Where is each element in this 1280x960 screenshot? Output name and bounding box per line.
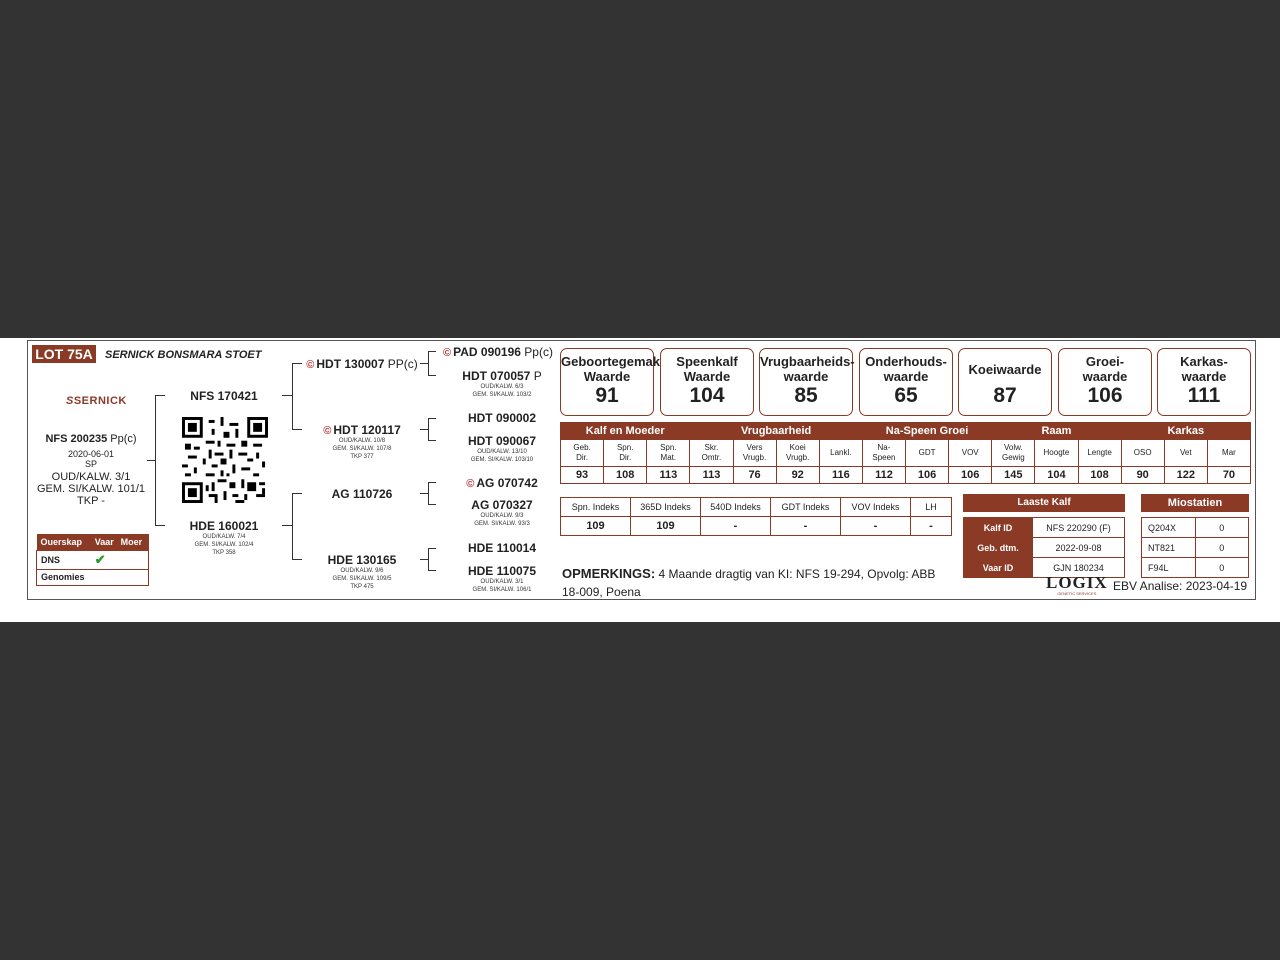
dsd-oud: OUD/KALW. 9/3 [480, 513, 524, 519]
ss-suffix: PP(c) [387, 357, 418, 371]
dds-id: HDE 110014 [467, 541, 537, 555]
ebv-value: 122 [1164, 467, 1207, 484]
ebv-value: 145 [992, 467, 1035, 484]
logix-logo: LOGIX GENETIC SERVICES [1046, 573, 1108, 596]
group-kalf-moeder: Kalf en Moeder [561, 423, 690, 440]
ss-id: HDT 130007 [316, 357, 385, 371]
ebv-date: EBV Analise: 2023-04-19 [1113, 579, 1248, 593]
card-frame [27, 340, 1256, 600]
dam-oud: OUD/KALW. 7/4 [202, 534, 246, 540]
ebv-value: 113 [647, 467, 690, 484]
last-calf-label: Vaar ID [964, 558, 1033, 578]
index-header: LH [911, 498, 952, 517]
sd-oud: OUD/KALW. 10/8 [338, 438, 386, 444]
remarks [562, 565, 942, 601]
ddd-id: HDE 110075 [467, 564, 537, 578]
dam-block [165, 519, 283, 557]
ebv-col-header: Volw. Gewig [992, 440, 1035, 467]
ebv-value: 108 [604, 467, 647, 484]
remarks-text: 4 Maande dragtig van KI: NFS 19-294, Opvolg: ABB 18-009, Poena [562, 567, 936, 599]
qr-code-icon [182, 417, 268, 503]
index-header: VOV Indeks [841, 498, 911, 517]
ebv-table [560, 422, 1251, 484]
ebv-col-header: Spn. Mat. [647, 440, 690, 467]
ebv-col-header: VOV [949, 440, 992, 467]
ddd-oud: OUD/KALW. 3/1 [480, 579, 524, 585]
ebv-col-header: GDT [906, 440, 949, 467]
ebv-value: 76 [733, 467, 776, 484]
sdd-gem: GEM. SI/KALW. 103/10 [470, 457, 534, 463]
sd-gem: GEM. SI/KALW. 107/8 [332, 446, 392, 452]
last-calf-label: Kalf ID [964, 518, 1033, 538]
ebv-col-header: Vet [1164, 440, 1207, 467]
ebv-value: 90 [1121, 467, 1164, 484]
index-value: 109 [561, 517, 631, 536]
brand-swoosh-icon: S [66, 395, 74, 407]
last-calf-table [963, 517, 1125, 578]
value-number: 87 [993, 384, 1017, 407]
value-box-groei: Groei- waarde 106 [1058, 348, 1152, 416]
sdd-id: HDT 090067 [467, 434, 537, 448]
animal-gem: GEM. SI/KALW. 101/1 [36, 483, 145, 495]
dss-block [438, 476, 566, 490]
sd-block [303, 423, 421, 461]
index-value: - [701, 517, 771, 536]
index-header: 365D Indeks [631, 498, 701, 517]
value-box-onderhouds: Onderhouds- waarde 65 [859, 348, 953, 416]
animal-date: 2020-06-01 [67, 449, 115, 459]
animal-tkp: TKP - [77, 495, 105, 507]
index-header: 540D Indeks [701, 498, 771, 517]
sd-id: HDT 120117 [333, 423, 401, 437]
myostatin-label: NT821 [1142, 538, 1196, 558]
last-calf-value: 2022-09-08 [1033, 538, 1125, 558]
brand-logo: SSERNICK [66, 395, 127, 407]
moer-header: Moer [120, 536, 143, 547]
ebv-value: 108 [1078, 467, 1121, 484]
lot-badge: LOT 75A [32, 345, 96, 363]
registered-icon: © [466, 478, 475, 490]
index-value: 109 [631, 517, 701, 536]
sss-id: PAD 090196 [453, 345, 521, 359]
animal-suffix: Pp(c) [110, 433, 137, 445]
ssd-block [438, 369, 566, 399]
sds-id: HDT 090002 [467, 411, 537, 425]
myostatin-value: 0 [1195, 518, 1249, 538]
ebv-value: 113 [690, 467, 733, 484]
value-number: 85 [794, 384, 818, 407]
dns-moer [120, 550, 149, 569]
sire-id: NFS 170421 [190, 389, 258, 403]
dam-gem: GEM. SI/KALW. 102/4 [194, 542, 254, 548]
dsd-block [438, 498, 566, 528]
ebv-value: 112 [862, 467, 905, 484]
ddd-block [438, 564, 566, 594]
value-box-geboortegemak: Geboortegemak Waarde 91 [560, 348, 654, 416]
dss-id: AG 070742 [476, 476, 538, 490]
ebv-col-header: Skr. Omtr. [690, 440, 733, 467]
value-box-karkas: Karkas- waarde 111 [1157, 348, 1251, 416]
ebv-col-header: Spn. Dir. [604, 440, 647, 467]
ebv-value: 104 [1035, 467, 1078, 484]
group-vrugbaarheid: Vrugbaarheid [690, 423, 863, 440]
dd-oud: OUD/KALW. 9/6 [340, 568, 384, 574]
registered-icon: © [443, 347, 452, 359]
ebv-value: 116 [819, 467, 862, 484]
animal-info [36, 433, 146, 507]
ebv-value: 93 [561, 467, 604, 484]
ddd-gem: GEM. SI/KALW. 106/1 [472, 587, 532, 593]
ssd-oud: OUD/KALW. 6/3 [480, 384, 524, 390]
sdd-oud: OUD/KALW. 13/10 [477, 449, 527, 455]
sd-tkp: TKP 377 [350, 454, 374, 460]
group-raam: Raam [992, 423, 1121, 440]
ebv-col-header: Lankl. [819, 440, 862, 467]
sss-block [438, 345, 558, 359]
ebv-col-header: OSO [1121, 440, 1164, 467]
index-value: - [841, 517, 911, 536]
value-number: 106 [1087, 384, 1123, 407]
ebv-col-header: Lengte [1078, 440, 1121, 467]
ebv-value: 92 [776, 467, 819, 484]
registered-icon: © [306, 359, 315, 371]
dd-gem: GEM. SI/KALW. 109/5 [332, 576, 392, 582]
check-icon: ✔ [94, 551, 106, 567]
last-calf-value: GJN 180234 [1033, 558, 1125, 578]
value-number: 104 [689, 384, 725, 407]
vaar-header: Vaar [94, 536, 114, 547]
value-box-vrugbaarheid: Vrugbaarheids- waarde 85 [759, 348, 853, 416]
group-na-speen: Na-Speen Groei [862, 423, 991, 440]
myostatin-value: 0 [1195, 558, 1249, 578]
lot-card [0, 338, 1280, 622]
last-calf-title: Laaste Kalf [963, 494, 1125, 512]
ebv-value: 106 [906, 467, 949, 484]
animal-oud: OUD/KALW. 3/1 [51, 471, 131, 483]
animal-id: NFS 200235 [45, 433, 108, 445]
dam-tkp: TKP 358 [212, 550, 236, 556]
ds-id: AG 110726 [331, 487, 393, 501]
index-header: Spn. Indeks [561, 498, 631, 517]
ebv-value: 106 [949, 467, 992, 484]
ssd-suffix: P [533, 369, 542, 383]
dsd-gem: GEM. SI/KALW. 93/3 [474, 521, 530, 527]
value-number: 111 [1187, 384, 1221, 407]
myostatin-table [1141, 517, 1249, 578]
ebv-col-header: Na- Speen [862, 440, 905, 467]
myostatin-value: 0 [1195, 538, 1249, 558]
dsd-id: AG 070327 [471, 498, 533, 512]
ebv-col-header: Koei Vrugb. [776, 440, 819, 467]
ownership-header: Ouerskap [40, 536, 83, 547]
myostatin-title: Miostatien [1141, 494, 1249, 512]
last-calf-label: Geb. dtm. [964, 538, 1033, 558]
sdd-block [438, 434, 566, 464]
genomies-label: Genomies [41, 572, 85, 582]
dd-block [303, 553, 421, 591]
dd-tkp: TKP 475 [350, 584, 374, 590]
myostatin-label: F94L [1142, 558, 1196, 578]
group-karkas: Karkas [1121, 423, 1250, 440]
value-number: 91 [595, 384, 619, 407]
ebv-col-header: Vers Vrugb. [733, 440, 776, 467]
value-box-koeiwaarde: Koeiwaarde 87 [958, 348, 1052, 416]
sss-suffix: Pp(c) [524, 345, 553, 359]
index-value: - [911, 517, 952, 536]
dd-id: HDE 130165 [327, 553, 397, 567]
animal-sp: SP [84, 459, 97, 469]
remarks-label: OPMERKINGS: [562, 566, 656, 581]
index-table [560, 497, 952, 536]
dam-id: HDE 160021 [189, 519, 259, 533]
ebv-col-header: Geb. Dir. [561, 440, 604, 467]
registered-icon: © [323, 425, 332, 437]
last-calf-value: NFS 220290 (F) [1033, 518, 1125, 538]
ssd-id: HDT 070057 [462, 369, 531, 383]
ssd-gem: GEM. SI/KALW. 103/2 [472, 392, 532, 398]
value-number: 65 [894, 384, 918, 407]
index-value: - [771, 517, 841, 536]
value-box-speenkalf: Speenkalf Waarde 104 [660, 348, 754, 416]
dns-label: DNS [41, 554, 61, 565]
ebv-col-header: Mar [1207, 440, 1250, 467]
ebv-col-header: Hoogte [1035, 440, 1078, 467]
ownership-table [36, 534, 149, 586]
ebv-value: 70 [1207, 467, 1250, 484]
index-header: GDT Indeks [771, 498, 841, 517]
myostatin-label: Q204X [1142, 518, 1196, 538]
ss-block [303, 357, 421, 371]
breeder-name: SERNICK BONSMARA STOET [105, 349, 262, 361]
